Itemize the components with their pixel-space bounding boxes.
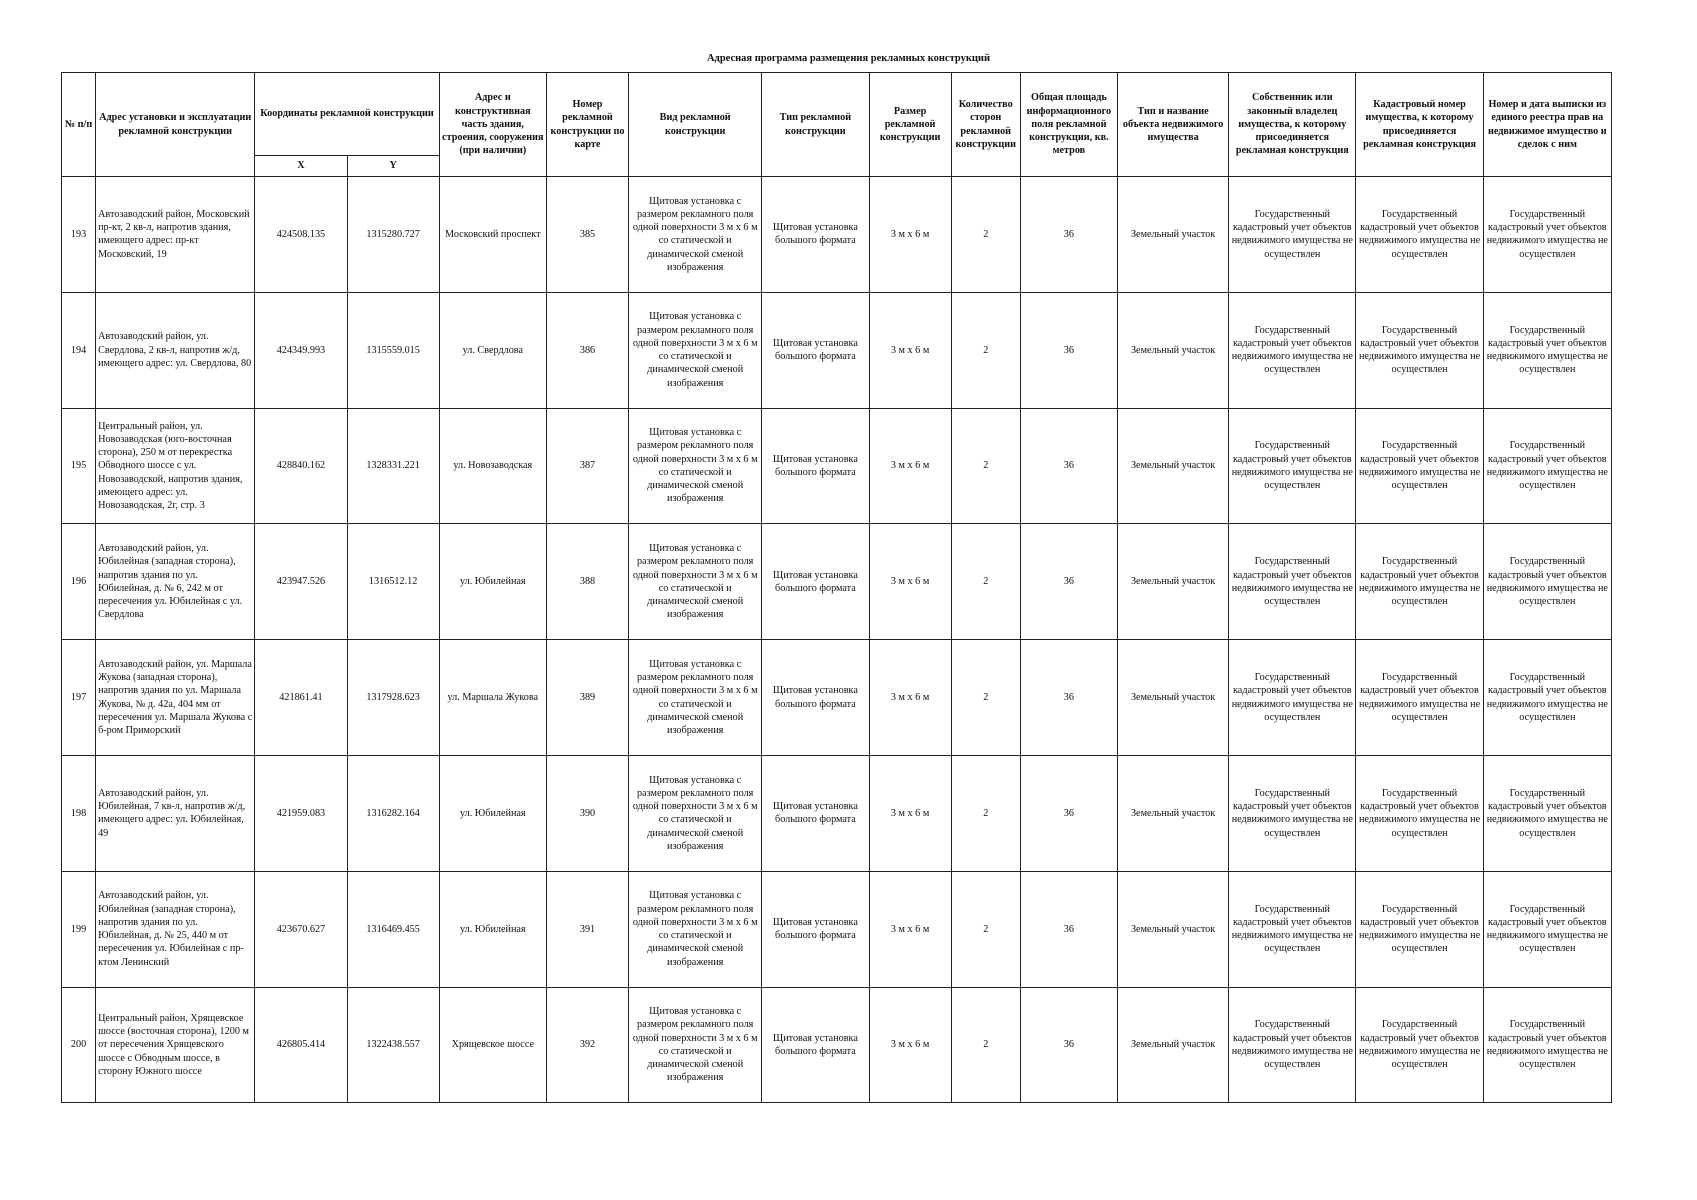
- cell-type: Щитовая установка большого формата: [762, 292, 869, 408]
- cell-owner: Государственный кадастровый учет объектов недвижимого имущества не осуществлен: [1229, 408, 1356, 524]
- cell-area: 36: [1020, 408, 1117, 524]
- cell-y: 1317928.623: [347, 640, 439, 756]
- header-building: Адрес и конструктивная часть здания, строения, сооружения (при наличии): [439, 73, 546, 177]
- cell-y: 1315559.015: [347, 292, 439, 408]
- cell-kind: Щитовая установка с размером рекламного поля одной поверхности 3 м х 6 м со статической и динамической сменой изображения: [629, 987, 762, 1103]
- cell-size: 3 м х 6 м: [869, 755, 951, 871]
- cell-property: Земельный участок: [1117, 871, 1228, 987]
- cell-size: 3 м х 6 м: [869, 177, 951, 293]
- cell-area: 36: [1020, 755, 1117, 871]
- cell-owner: Государственный кадастровый учет объектов недвижимого имущества не осуществлен: [1229, 871, 1356, 987]
- cell-num: 196: [62, 524, 96, 640]
- cell-sides: 2: [951, 987, 1020, 1103]
- cell-map-no: 392: [546, 987, 628, 1103]
- cell-num: 193: [62, 177, 96, 293]
- header-size: Размер рекламной конструкции: [869, 73, 951, 177]
- header-area: Общая площадь информационного поля рекламной конструкции, кв. метров: [1020, 73, 1117, 177]
- cell-kind: Щитовая установка с размером рекламного поля одной поверхности 3 м х 6 м со статической и динамической сменой изображения: [629, 871, 762, 987]
- cell-cadastral: Государственный кадастровый учет объектов недвижимого имущества не осуществлен: [1356, 987, 1483, 1103]
- cell-cadastral: Государственный кадастровый учет объектов недвижимого имущества не осуществлен: [1356, 871, 1483, 987]
- table-row: [62, 408, 1612, 524]
- cell-num: 199: [62, 871, 96, 987]
- cell-type: Щитовая установка большого формата: [762, 177, 869, 293]
- cell-num: 198: [62, 755, 96, 871]
- cell-x: 424508.135: [255, 177, 347, 293]
- cell-registry: Государственный кадастровый учет объектов недвижимого имущества не осуществлен: [1483, 177, 1611, 293]
- cell-owner: Государственный кадастровый учет объектов недвижимого имущества не осуществлен: [1229, 524, 1356, 640]
- cell-cadastral: Государственный кадастровый учет объектов недвижимого имущества не осуществлен: [1356, 640, 1483, 756]
- header-coords: Координаты рекламной конструкции: [255, 73, 439, 156]
- cell-y: 1316469.455: [347, 871, 439, 987]
- cell-registry: Государственный кадастровый учет объектов недвижимого имущества не осуществлен: [1483, 871, 1611, 987]
- cell-area: 36: [1020, 640, 1117, 756]
- cell-address: Автозаводский район, ул. Маршала Жукова (западная сторона), напротив здания по ул. Маршала Жукова, № д. 42а, 404 мм от пересечения ул. Маршала Жукова с б-ром Приморский: [96, 640, 255, 756]
- cell-address: Автозаводский район, ул. Юбилейная (западная сторона), напротив здания по ул. Юбилейная, д. № 6, 242 м от пересечения ул. Юбилейная с ул. Свердлова: [96, 524, 255, 640]
- cell-size: 3 м х 6 м: [869, 871, 951, 987]
- cell-owner: Государственный кадастровый учет объектов недвижимого имущества не осуществлен: [1229, 987, 1356, 1103]
- cell-registry: Государственный кадастровый учет объектов недвижимого имущества не осуществлен: [1483, 524, 1611, 640]
- header-property: Тип и название объекта недвижимого имущества: [1117, 73, 1228, 177]
- cell-x: 428840.162: [255, 408, 347, 524]
- cell-map-no: 389: [546, 640, 628, 756]
- cell-type: Щитовая установка большого формата: [762, 755, 869, 871]
- cell-property: Земельный участок: [1117, 524, 1228, 640]
- cell-x: 424349.993: [255, 292, 347, 408]
- cell-area: 36: [1020, 871, 1117, 987]
- cell-building: Хрящевское шоссе: [439, 987, 546, 1103]
- cell-kind: Щитовая установка с размером рекламного поля одной поверхности 3 м х 6 м со статической и динамической сменой изображения: [629, 755, 762, 871]
- cell-cadastral: Государственный кадастровый учет объектов недвижимого имущества не осуществлен: [1356, 755, 1483, 871]
- cell-num: 195: [62, 408, 96, 524]
- cell-y: 1316282.164: [347, 755, 439, 871]
- cell-x: 421861.41: [255, 640, 347, 756]
- cell-registry: Государственный кадастровый учет объектов недвижимого имущества не осуществлен: [1483, 755, 1611, 871]
- table-row: [62, 755, 1612, 871]
- header-cadastral: Кадастровый номер имущества, к которому присоединяется рекламная конструкция: [1356, 73, 1483, 177]
- cell-building: ул. Свердлова: [439, 292, 546, 408]
- cell-owner: Государственный кадастровый учет объектов недвижимого имущества не осуществлен: [1229, 755, 1356, 871]
- cell-building: ул. Юбилейная: [439, 871, 546, 987]
- cell-property: Земельный участок: [1117, 408, 1228, 524]
- table-row: [62, 871, 1612, 987]
- cell-cadastral: Государственный кадастровый учет объектов недвижимого имущества не осуществлен: [1356, 408, 1483, 524]
- cell-size: 3 м х 6 м: [869, 292, 951, 408]
- cell-kind: Щитовая установка с размером рекламного поля одной поверхности 3 м х 6 м со статической и динамической сменой изображения: [629, 640, 762, 756]
- cell-y: 1316512.12: [347, 524, 439, 640]
- cell-building: ул. Юбилейная: [439, 755, 546, 871]
- cell-building: Московский проспект: [439, 177, 546, 293]
- cell-address: Автозаводский район, ул. Свердлова, 2 кв-л, напротив ж/д, имеющего адрес: ул. Свердлова, 80: [96, 292, 255, 408]
- cell-x: 421959.083: [255, 755, 347, 871]
- cell-size: 3 м х 6 м: [869, 408, 951, 524]
- cell-property: Земельный участок: [1117, 292, 1228, 408]
- cell-map-no: 388: [546, 524, 628, 640]
- cell-registry: Государственный кадастровый учет объектов недвижимого имущества не осуществлен: [1483, 640, 1611, 756]
- cell-kind: Щитовая установка с размером рекламного поля одной поверхности 3 м х 6 м со статической и динамической сменой изображения: [629, 524, 762, 640]
- cell-type: Щитовая установка большого формата: [762, 640, 869, 756]
- cell-size: 3 м х 6 м: [869, 524, 951, 640]
- cell-num: 197: [62, 640, 96, 756]
- cell-sides: 2: [951, 177, 1020, 293]
- cell-y: 1328331.221: [347, 408, 439, 524]
- cell-area: 36: [1020, 292, 1117, 408]
- cell-property: Земельный участок: [1117, 177, 1228, 293]
- cell-y: 1322438.557: [347, 987, 439, 1103]
- cell-sides: 2: [951, 755, 1020, 871]
- cell-address: Автозаводский район, ул. Юбилейная, 7 кв-л, напротив ж/д, имеющего адрес: ул. Юбилейная, 49: [96, 755, 255, 871]
- cell-kind: Щитовая установка с размером рекламного поля одной поверхности 3 м х 6 м со статической и динамической сменой изображения: [629, 292, 762, 408]
- cell-map-no: 387: [546, 408, 628, 524]
- cell-num: 200: [62, 987, 96, 1103]
- page-title: Адресная программа размещения рекламных конструкций: [706, 53, 991, 64]
- header-type: Тип рекламной конструкции: [762, 73, 869, 177]
- table-row: [62, 177, 1612, 293]
- cell-sides: 2: [951, 524, 1020, 640]
- cell-address: Центральный район, ул. Новозаводская (юго-восточная сторона), 250 м от перекрестка Обводного шоссе с ул. Новозаводской, напротив здания, имеющего адрес: ул. Новозаводская, 2г, стр. 3: [96, 408, 255, 524]
- cell-map-no: 385: [546, 177, 628, 293]
- cell-registry: Государственный кадастровый учет объектов недвижимого имущества не осуществлен: [1483, 987, 1611, 1103]
- cell-x: 426805.414: [255, 987, 347, 1103]
- cell-area: 36: [1020, 524, 1117, 640]
- header-sides: Количество сторон рекламной конструкции: [951, 73, 1020, 177]
- cell-area: 36: [1020, 177, 1117, 293]
- cell-size: 3 м х 6 м: [869, 640, 951, 756]
- cell-x: 423947.526: [255, 524, 347, 640]
- cell-kind: Щитовая установка с размером рекламного поля одной поверхности 3 м х 6 м со статической и динамической сменой изображения: [629, 408, 762, 524]
- table-row: [62, 524, 1612, 640]
- cell-sides: 2: [951, 408, 1020, 524]
- cell-cadastral: Государственный кадастровый учет объектов недвижимого имущества не осуществлен: [1356, 524, 1483, 640]
- cell-owner: Государственный кадастровый учет объектов недвижимого имущества не осуществлен: [1229, 640, 1356, 756]
- cell-registry: Государственный кадастровый учет объектов недвижимого имущества не осуществлен: [1483, 408, 1611, 524]
- cell-map-no: 390: [546, 755, 628, 871]
- cell-building: ул. Маршала Жукова: [439, 640, 546, 756]
- table-row: [62, 292, 1612, 408]
- header-y: Y: [347, 156, 439, 177]
- table-row: [62, 987, 1612, 1103]
- header-registry: Номер и дата выписки из единого реестра прав на недвижимое имущество и сделок с ним: [1483, 73, 1611, 177]
- cell-kind: Щитовая установка с размером рекламного поля одной поверхности 3 м х 6 м со статической и динамической сменой изображения: [629, 177, 762, 293]
- cell-address: Автозаводский район, Московский пр-кт, 2 кв-л, напротив здания, имеющего адрес: пр-кт Московский, 19: [96, 177, 255, 293]
- advertising-structures-table: [61, 72, 1612, 1103]
- table-row: [62, 640, 1612, 756]
- cell-num: 194: [62, 292, 96, 408]
- cell-size: 3 м х 6 м: [869, 987, 951, 1103]
- cell-cadastral: Государственный кадастровый учет объектов недвижимого имущества не осуществлен: [1356, 292, 1483, 408]
- header-num: № п/п: [62, 73, 96, 177]
- cell-property: Земельный участок: [1117, 640, 1228, 756]
- cell-owner: Государственный кадастровый учет объектов недвижимого имущества не осуществлен: [1229, 292, 1356, 408]
- header-owner: Собственник или законный владелец имущества, к которому присоединяется рекламная конструкция: [1229, 73, 1356, 177]
- cell-building: ул. Юбилейная: [439, 524, 546, 640]
- header-map-no: Номер рекламной конструкции по карте: [546, 73, 628, 177]
- cell-x: 423670.627: [255, 871, 347, 987]
- header-address: Адрес установки и эксплуатации рекламной конструкции: [96, 73, 255, 177]
- header-kind: Вид рекламной конструкции: [629, 73, 762, 177]
- header-x: X: [255, 156, 347, 177]
- cell-property: Земельный участок: [1117, 987, 1228, 1103]
- cell-sides: 2: [951, 292, 1020, 408]
- cell-type: Щитовая установка большого формата: [762, 987, 869, 1103]
- cell-y: 1315280.727: [347, 177, 439, 293]
- cell-address: Автозаводский район, ул. Юбилейная (западная сторона), напротив здания по ул. Юбилейная, д. № 25, 440 м от пересечения ул. Юбилейная с пр-ктом Ленинский: [96, 871, 255, 987]
- cell-map-no: 391: [546, 871, 628, 987]
- cell-type: Щитовая установка большого формата: [762, 871, 869, 987]
- cell-sides: 2: [951, 640, 1020, 756]
- cell-map-no: 386: [546, 292, 628, 408]
- cell-building: ул. Новозаводская: [439, 408, 546, 524]
- cell-sides: 2: [951, 871, 1020, 987]
- cell-area: 36: [1020, 987, 1117, 1103]
- cell-type: Щитовая установка большого формата: [762, 408, 869, 524]
- cell-cadastral: Государственный кадастровый учет объектов недвижимого имущества не осуществлен: [1356, 177, 1483, 293]
- cell-property: Земельный участок: [1117, 755, 1228, 871]
- cell-type: Щитовая установка большого формата: [762, 524, 869, 640]
- cell-address: Центральный район, Хрящевское шоссе (восточная сторона), 1200 м от пересечения Хрящевского шоссе с Обводным шоссе, в сторону Южного шоссе: [96, 987, 255, 1103]
- cell-registry: Государственный кадастровый учет объектов недвижимого имущества не осуществлен: [1483, 292, 1611, 408]
- cell-owner: Государственный кадастровый учет объектов недвижимого имущества не осуществлен: [1229, 177, 1356, 293]
